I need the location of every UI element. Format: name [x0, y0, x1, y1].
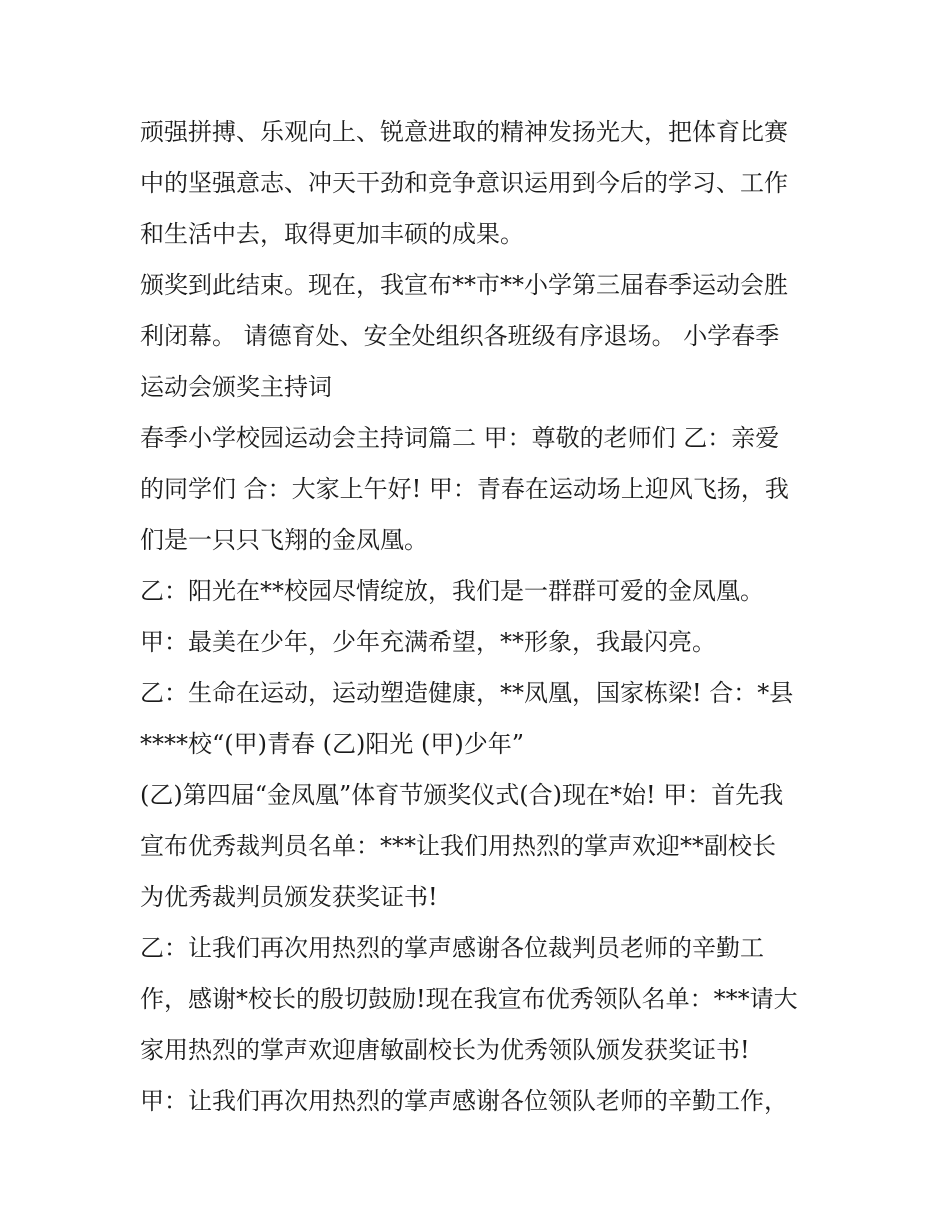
text-line: 甲：让我们再次用热烈的掌声感谢各位领队老师的辛勤工作，	[140, 1087, 788, 1115]
text-line: 宣布优秀裁判员名单：***让我们用热烈的掌声欢迎**副校长	[140, 832, 776, 860]
text-line: 们是一只只飞翔的金凤凰。	[140, 526, 428, 554]
text-line: 利闭幕。 请德育处、安全处组织各班级有序退场。 小学春季	[140, 322, 780, 350]
text-line: 乙：让我们再次用热烈的掌声感谢各位裁判员老师的辛勤工	[140, 934, 764, 962]
document-body	[140, 107, 820, 1127]
text-line: 乙：阳光在**校园尽情绽放，我们是一群群可爱的金凤凰。	[140, 577, 764, 605]
text-line: ****校“(甲)青春 (乙)阳光 (甲)少年”	[140, 730, 524, 758]
text-line: 和生活中去，取得更加丰硕的成果。	[140, 220, 524, 248]
text-line: 颁奖到此结束。现在，我宣布**市**小学第三届春季运动会胜	[140, 271, 788, 299]
text-line: 春季小学校园运动会主持词篇二 甲：尊敬的老师们 乙：亲爱	[140, 424, 780, 452]
text-line: 作，感谢*校长的殷切鼓励!现在我宣布优秀领队名单：***请大	[140, 985, 798, 1013]
text-line: (乙)第四届“金凤凰”体育节颁奖仪式(合)现在*始! 甲：首先我	[140, 781, 784, 809]
text-line: 乙：生命在运动，运动塑造健康，**凤凰，国家栋梁! 合：*县	[140, 679, 794, 707]
text-line: 的同学们 合：大家上午好! 甲：青春在运动场上迎风飞扬，我	[140, 475, 789, 503]
text-line: 为优秀裁判员颁发获奖证书!	[140, 883, 438, 911]
text-line: 中的坚强意志、冲天干劲和竞争意识运用到今后的学习、工作	[140, 169, 788, 197]
text-line: 甲：最美在少年，少年充满希望，**形象，我最闪亮。	[140, 628, 716, 656]
text-line: 顽强拼搏、乐观向上、锐意进取的精神发扬光大，把体育比赛	[140, 118, 788, 146]
text-line: 家用热烈的掌声欢迎唐敏副校长为优秀领队颁发获奖证书!	[140, 1036, 750, 1064]
text-line: 运动会颁奖主持词	[140, 373, 332, 401]
